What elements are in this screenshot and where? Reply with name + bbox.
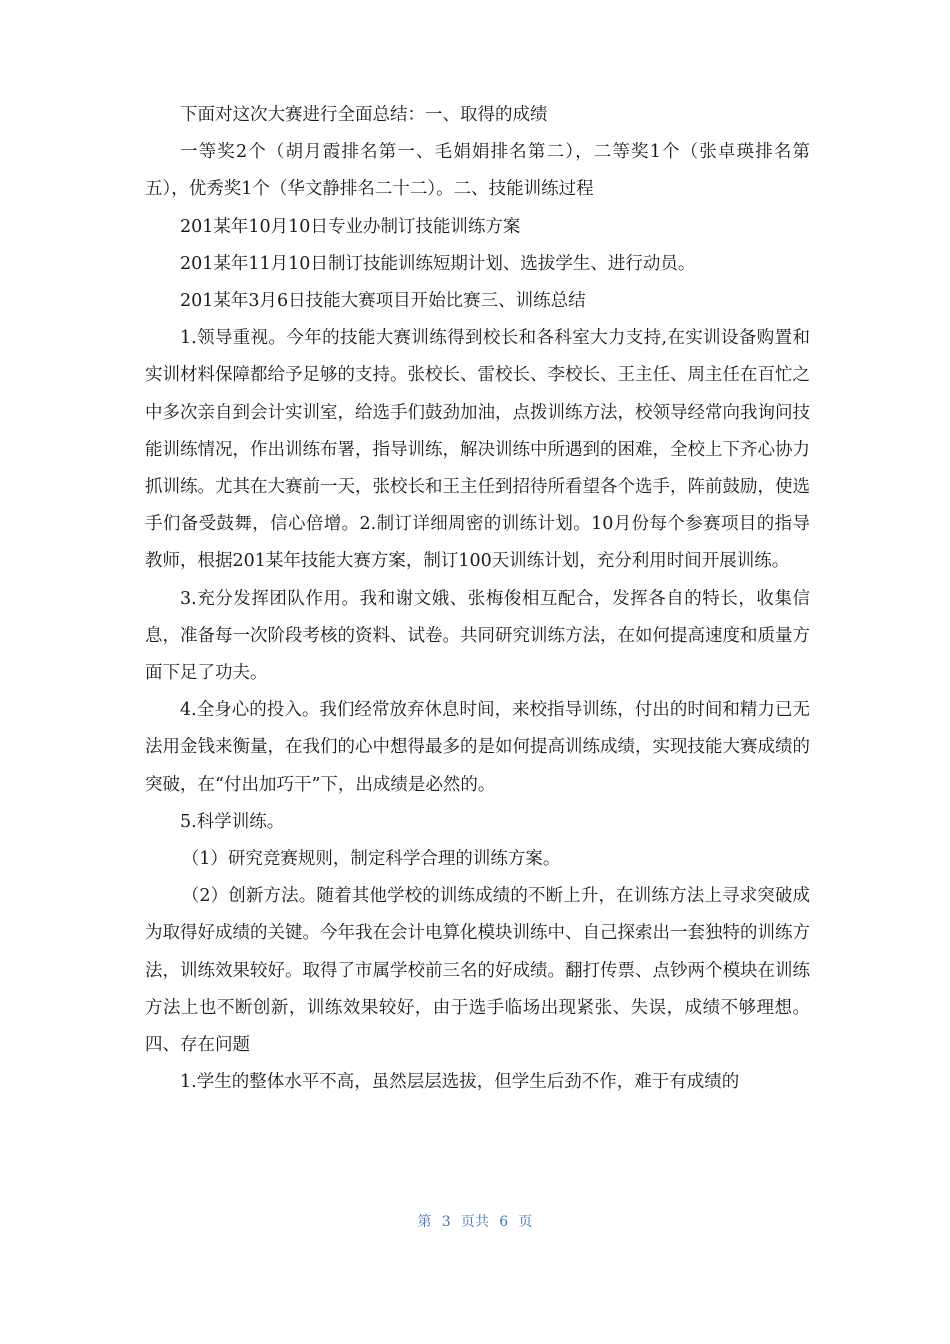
footer-total-pages: 6 (499, 1214, 509, 1230)
paragraph-problems: 1.学生的整体水平不高，虽然层层选拔，但学生后劲不作，难于有成绩的 (180, 1072, 740, 1093)
paragraph-teamwork: 3.充分发挥团队作用。我和谢文娥、张梅俊相互配合，发挥各自的特长，收集信息，准备每一次阶段考核的资料、试卷。共同研究训练方法，在如何提高速度和质量方面下足了功夫。 (145, 588, 810, 684)
paragraph-timeline-2: 201某年11月10日制订技能训练短期计划、选拔学生、进行动员。 (180, 253, 696, 274)
footer-middle: 页共 (460, 1214, 490, 1230)
paragraph-rules: （1）研究竞赛规则，制定科学合理的训练方案。 (181, 849, 561, 870)
document-body (145, 97, 810, 1101)
paragraph-awards: 一等奖2个（胡月霞排名第一、毛娟娟排名第二），二等奖1个（张卓瑛排名第五），优秀奖1个（华文静排名二十二）。二、技能训练过程 (145, 142, 810, 200)
footer-current-page: 3 (441, 1214, 451, 1230)
paragraph-dedication: 4.全身心的投入。我们经常放弃休息时间，来校指导训练，付出的时间和精力已无法用金钱来衡量，在我们的心中想得最多的是如何提高训练成绩，实现技能大赛成绩的突破，在“付出加巧干”下，出成绩是必然的。 (145, 700, 810, 795)
footer-prefix: 第 (417, 1214, 432, 1230)
paragraph-timeline-1: 201某年10月10日专业办制订技能训练方案 (180, 216, 521, 237)
footer-suffix: 页 (518, 1214, 533, 1230)
paragraph-scientific-training: 5.科学训练。 (180, 811, 285, 832)
paragraph-summary-intro: 下面对这次大赛进行全面总结：一、取得的成绩 (180, 105, 548, 125)
paragraph-leadership: 1.领导重视。今年的技能大赛训练得到校长和各科室大力支持,在实训设备购置和实训材料保障都给予足够的支持。张校长、雷校长、李校长、王主任、周主任在百忙之中多次亲自到会计实训室，给选手们鼓劲加油，点拨训练方法，校领导经常向我询问技能训练情况，作出训练布署，指导训练，解决训练中所遇到的困难，全校上下齐心协力抓训练。尤其在大赛前一天，张校长和王主任到招待所看望各个选手，阵前鼓励，使选手们备受鼓舞，信心倍增。2.制订详细周密的训练计划。10月份每个参赛项目的指导教师，根据201某年技能大赛方案，制订100天训练计划，充分利用时间开展训练。 (145, 328, 810, 572)
paragraph-innovation: （2）创新方法。随着其他学校的训练成绩的不断上升，在训练方法上寻求突破成为取得好成绩的关键。今年我在会计电算化模块训练中、自己探索出一套独特的训练方法，训练效果较好。取得了市属学校前三名的好成绩。翻打传票、点钞两个模块在训练方法上也不断创新，训练效果较好，由于选手临场出现紧张、失误，成绩不够理想。四、存在问题 (145, 886, 810, 1056)
page-footer (0, 1211, 950, 1231)
paragraph-timeline-3: 201某年3月6日技能大赛项目开始比赛三、训练总结 (180, 291, 586, 312)
